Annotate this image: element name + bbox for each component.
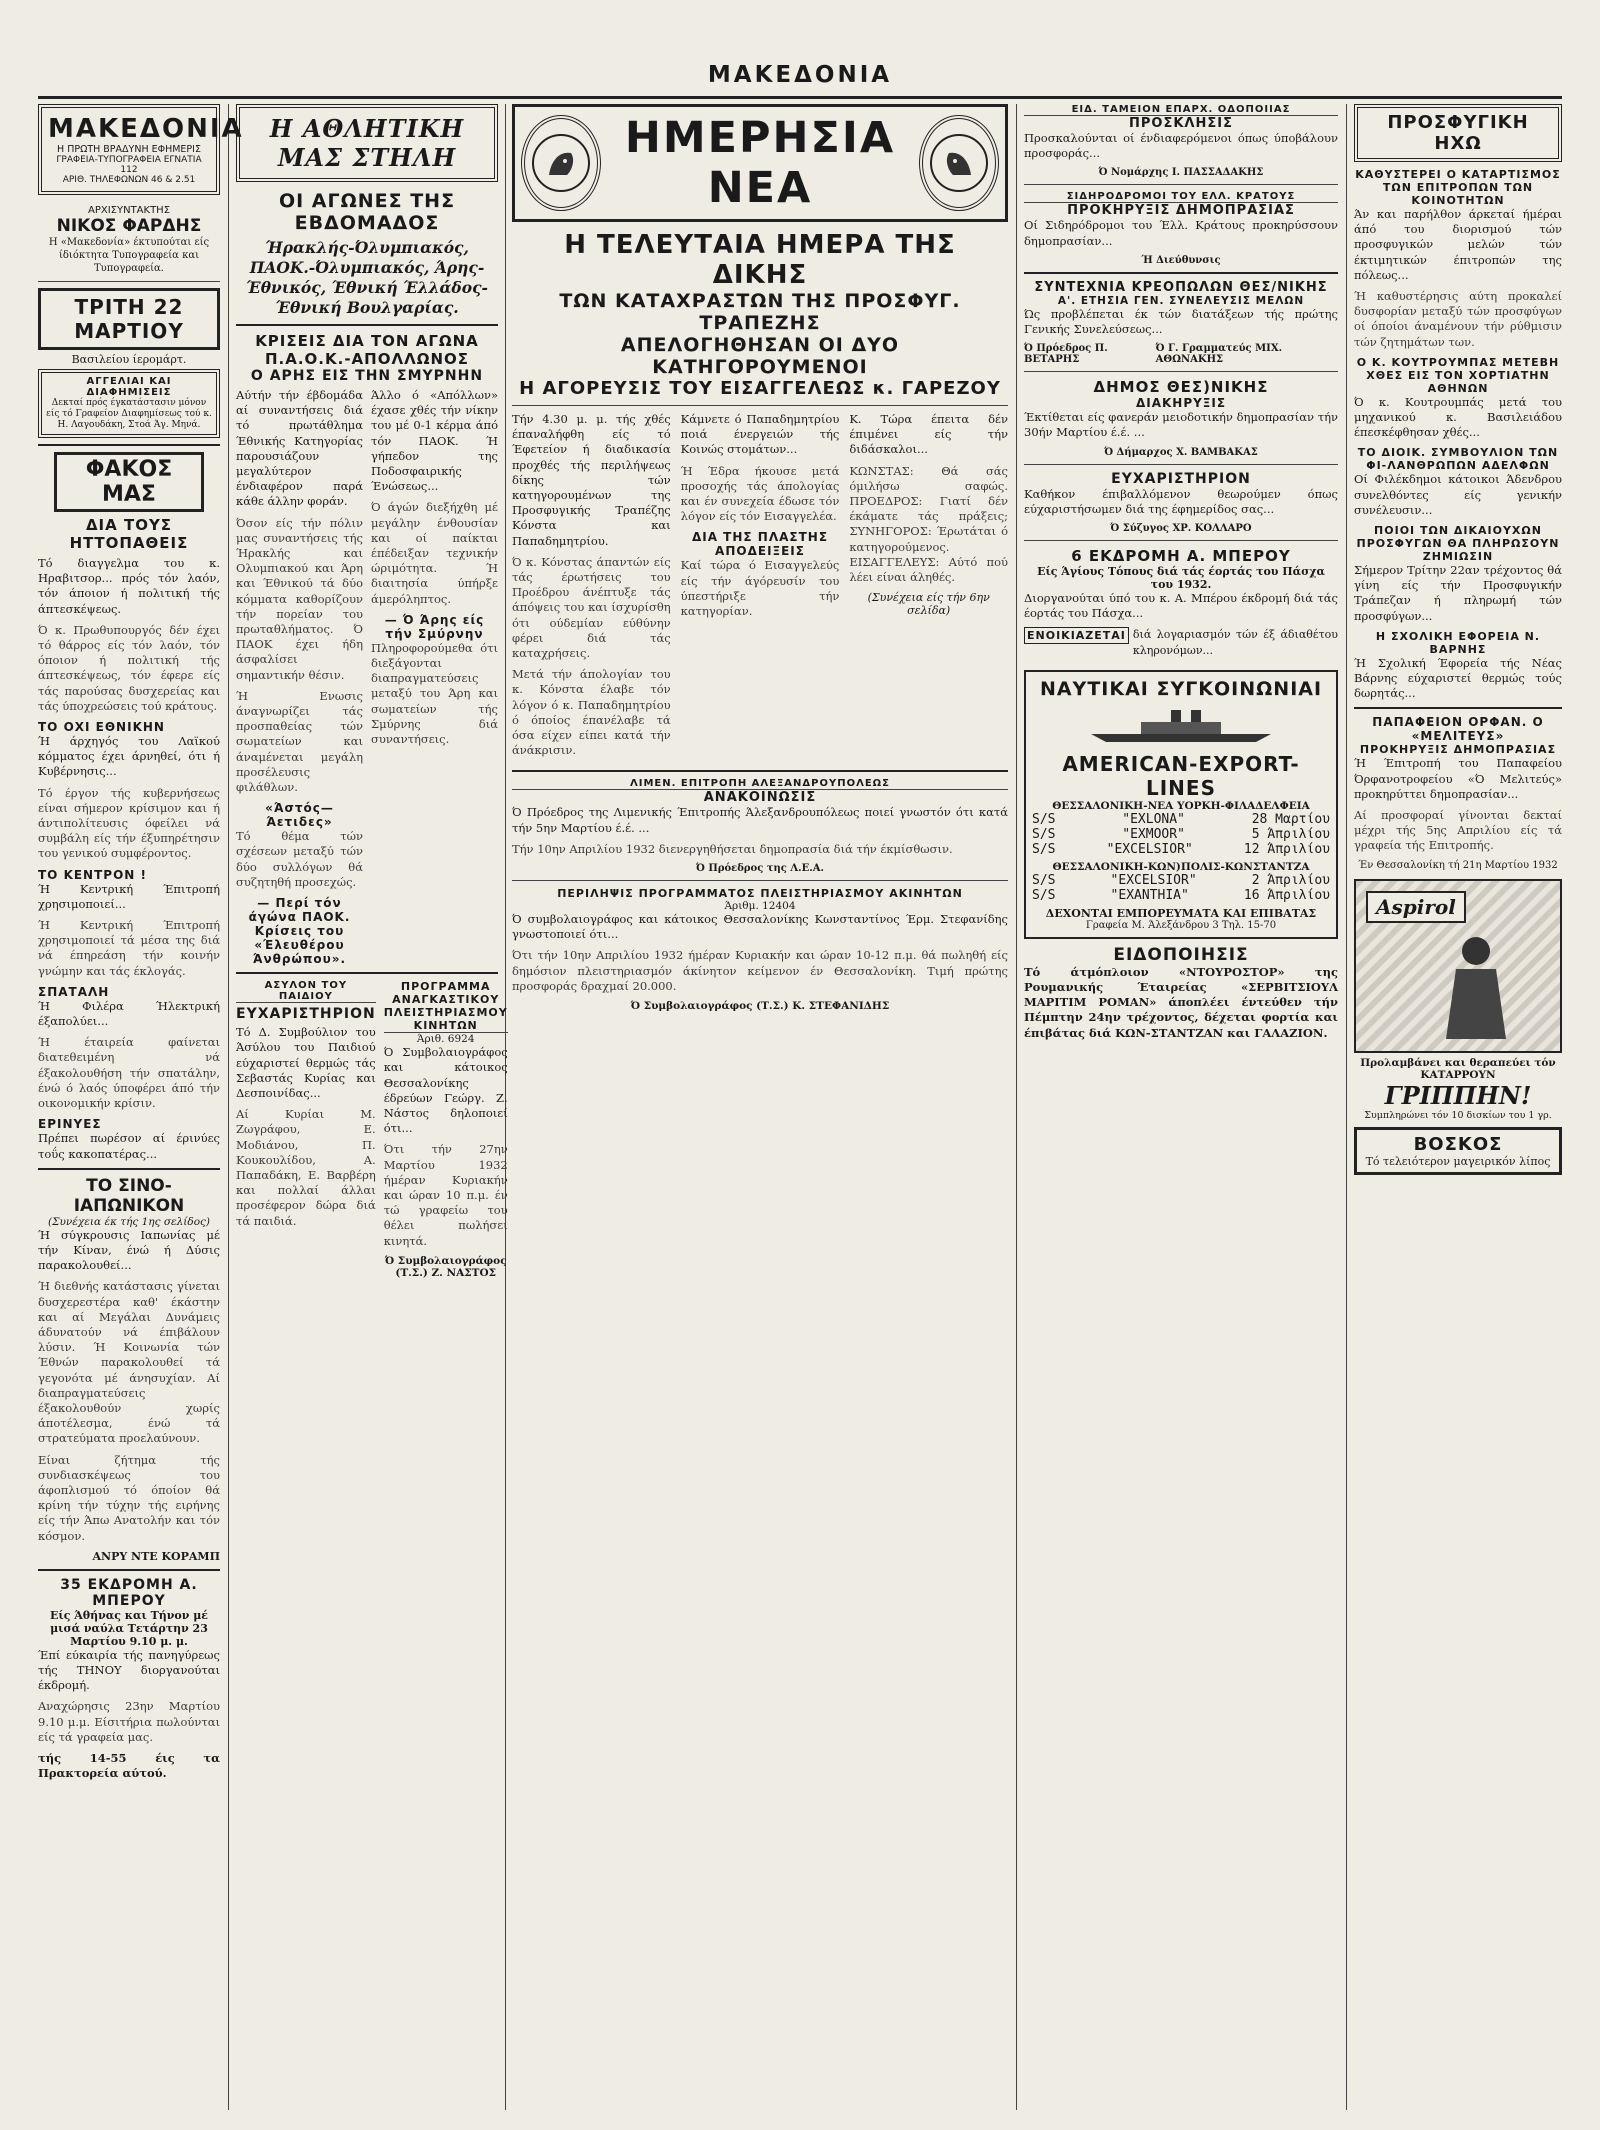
refugee-head-5: Η ΣΧΟΛΙΚΗ ΕΦΟΡΕΙΑ Ν. ΒΑΡΝΗΣ xyxy=(1375,629,1541,656)
divider xyxy=(512,405,1008,406)
orphanage-text: Ή Έπιτροπή του Παπαφείου Όρφανοτροφείου «Ό Μελιτεύς» προκηρύττει δημοπρασίαν... xyxy=(1354,756,1562,801)
lead-col-a xyxy=(512,412,671,764)
ship-date: 16 Άπριλίου xyxy=(1243,887,1330,903)
column-5 xyxy=(1354,104,1562,2110)
subsection-text: Πρέπει πωρέσον αί έρινύες τοΰς κακοπατέρας... xyxy=(38,1131,220,1161)
shipping-company: AMERICAN-EXPORT-LINES xyxy=(1062,751,1300,800)
aspirol-note: Συμπληρώνει τόν 10 δισκίων του 1 γρ. xyxy=(1364,1109,1552,1121)
coin-emblem-left xyxy=(521,115,601,211)
dimos-signature: Ό Δήμαρχος Χ. ΒΑΜΒΑΚΑΣ xyxy=(1104,446,1258,458)
column-divider xyxy=(1016,104,1017,2110)
coin-head-icon xyxy=(927,131,991,195)
child-title: ΑΣΥΛΟΝ ΤΟΥ ΠΑΙΔΙΟΥ xyxy=(236,980,376,1003)
coop-title: ΣΥΝΤΕΧΝΙΑ ΚΡΕΟΠΩΛΩΝ ΘΕΣ/ΝΙΚΗΣ xyxy=(1034,279,1328,295)
divider xyxy=(38,281,220,282)
enoikiazetai-notice xyxy=(1024,627,1338,663)
announcement-head: ΠΡΟΣΚΛΗΣΙΣ xyxy=(1129,116,1233,131)
bosko-text: Τό τελειότερον μαγειρικόν λίπος xyxy=(1365,1154,1551,1168)
ship-row xyxy=(1032,888,1330,903)
lead-text: Τήν 4.30 μ. μ. τής χθές έπαναλήφθη είς τό Έφετείον ή διαδικασία προχθές τής περιλήψεως δίκης τών κατηγορουμένων της Προσφυγικής Τραπέζης Κόνστα και Παπαδημητρίου. xyxy=(512,412,671,548)
ship-name: "EXMOOR" xyxy=(1122,826,1185,842)
refugee-section-box xyxy=(1354,104,1562,162)
lead-col-b xyxy=(681,412,840,764)
lead-subhead-1: ΤΩΝ ΚΑΤΑΧΡΑΣΤΩΝ ΤΗΣ ΠΡΟΣΦΥΓ. ΤΡΑΠΕΖΗΣ xyxy=(559,290,961,334)
fakos-title: ΦΑΚΟΣ ΜΑΣ xyxy=(85,457,173,507)
ship-prefix: S/S xyxy=(1032,811,1056,827)
refugee-text-4: Σήμερον Τρίτην 22αν τρέχοντος θά γίνη είς τήν Προσφυγικήν Τράπεζαν ή πληρωμή τών προσφύγων... xyxy=(1354,563,1562,623)
column-1 xyxy=(38,104,244,2110)
text-block: Ή καθυστέρησις αύτη προκαλεί δυσφορίαν μεταξύ τών προσφύγων οί όποίοι άναμένουν τήν ρύθμισιν τών ζητημάτων των. xyxy=(1354,289,1562,349)
saint-of-day: Βασιλείου ίερομάρτ. xyxy=(71,353,187,366)
ship-row xyxy=(1032,842,1330,857)
perilipsis-number: Άριθμ. 12404 xyxy=(724,900,796,913)
announcement-text: Προσκαλούνται οί ένδιαφερόμενοι όπως ύποβάλουν προσφοράς... xyxy=(1024,131,1338,161)
figure-illustration-icon xyxy=(1426,931,1526,1041)
column-divider xyxy=(1346,104,1347,2110)
text-block: Αί Κυρίαι Μ. Ζωγράφου, Ε. Μοδιάνου, Π. Κουκουλίδου, Α. Παπαδάκη, Ε. Βαρβέρη και πολλαί άλλαι προσέφερον δώρα διά τά παιδιά. xyxy=(236,1107,376,1228)
thanks-text: Καθήκον έπιβαλλόμενον θεωρούμεν όπως εύχαριστήσωμεν διά της έφημερίδος σας... xyxy=(1024,486,1338,516)
ship-list-1 xyxy=(1032,812,1330,857)
date-box xyxy=(38,288,220,350)
subsection-text: Ή Κεντρική Έπιτροπή χρησιμοποιεί... xyxy=(38,881,220,911)
shipping-route-1: ΘΕΣΣΑΛΟΝΙΚΗ-ΝΕΑ ΥΟΡΚΗ-ΦΙΛΑΔΕΛΦΕΙΑ xyxy=(1052,799,1310,812)
nameplate-offices: ΓΡΑΦΕΙΑ-ΤΥΠΟΓΡΑΦΕΙΑ ΕΓΝΑΤΙΑ 112 xyxy=(56,155,202,175)
text-block: Ή έταιρεία φαίνεται διατεθειμένη νά έξακολουθήση τήν σπατάλην, ένώ ό λαός ύποφέρει άπό τήν οικονομικήν κρίσιν. xyxy=(38,1035,220,1111)
divider xyxy=(38,1168,220,1170)
shipping-route-2: ΘΕΣΣΑΛΟΝΙΚΗ-ΚΩΝ)ΠΟΛΙΣ-ΚΩΝΣΤΑΝΤΖΑ xyxy=(1052,860,1310,873)
games-title: ΟΙ ΑΓΩΝΕΣ ΤΗΣ ΕΒΔΟΜΑΔΟΣ xyxy=(278,190,456,234)
announcement-title: ΣΙΔΗΡΟΔΡΟΜΟΙ ΤΟΥ ΕΛΛ. ΚΡΑΤΟΥΣ xyxy=(1024,191,1338,203)
sports-section-title: Η ΑΘΛΗΤΙΚΗ ΜΑΣ ΣΤΗΛΗ xyxy=(269,114,465,172)
refugee-head-2: Ο Κ. ΚΟΥΤΡΟΥΜΠΑΣ ΜΕΤΕΒΗ ΧΘΕΣ ΕΙΣ ΤΟΝ ΧΟΡΤΙΑΤΗΝ ΑΘΗΝΩΝ xyxy=(1356,355,1560,395)
ship-list-2 xyxy=(1032,873,1330,903)
sports-col-a xyxy=(236,388,363,966)
refugee-text-1: Άν και παρήλθον άρκεταί ήμέραι άπό του διορισμού τών προσφυγικών μελών τών έκτιμητικών έπιτροπών της πόλεως... xyxy=(1354,207,1562,282)
coop-signature-1: Ό Πρόεδρος Π. ΒΕΤΑΡΗΣ xyxy=(1024,343,1108,366)
text-block: Είναι ζήτημα τής συνδιασκέψεως του άφοπλισμού τό όποίον θά κρίνη τήν τύχην τής ειρήνης είς τήν Άπω Ανατολήν και τόν κόσμον. xyxy=(38,1452,220,1543)
auction-notice xyxy=(384,980,508,1279)
announcement-text: Ό Πρόεδρος της Λιμενικής Έπιτροπής Άλεξανδρουπόλεως ποιεί γνωστόν ότι κατά τήν 5ην Μαρτίου έ.έ. ... xyxy=(512,805,1008,835)
column-3 xyxy=(512,104,1008,2110)
page-masthead: ΜΑΚΕΔΟΝΙΑ xyxy=(707,62,893,88)
text-block: ΚΩΝΣΤΑΣ: Θά σάς όμιλήσω σαφώς. ΠΡΟΕΔΡΟΣ: Γιατί δέν έκάματε τάς πράξεις; ΣΥΝΗΓΟΡΟΣ: Έρωτάται ό κατηγορούμενος. ΕΙΣΑΓΓΕΛΕΥΣ: Αύτό πού λέει είναι άληθές. xyxy=(849,463,1009,585)
sino-continued: (Συνέχεια έκ τής 1ης σελίδος) xyxy=(47,1215,211,1228)
text-block: Πληροφορούμεθα ότι διεξάγονται διαπραγματεύσεις μεταξύ του Άρη και σωματείων τής Σμύρνης διά συναντήσεις. xyxy=(371,640,498,747)
aspirol-brand: Aspirol xyxy=(1366,891,1466,923)
announcement-head: ΑΝΑΚΟΙΝΩΣΙΣ xyxy=(703,790,817,806)
text-block: Ό κ. Κόνστας άπαντών είς τάς έρωτήσεις του Προέδρου άνέπτυξε τάς άπόψεις του και ίσχυρίσθη ότι ούδεμίαν εύθύνην φέρει διά τάς καταχρήσεις. xyxy=(512,554,671,661)
refugee-head-4: ΠΟΙΟΙ ΤΩΝ ΔΙΚΑΙΟΥΧΩΝ ΠΡΟΣΦΥΓΩΝ ΘΑ ΠΛΗΡΩΣΟΥΝ ΖΗΜΙΩΣΙΝ xyxy=(1356,524,1560,564)
divider xyxy=(38,444,220,446)
aspirol-tagline: Προλαμβάνει και θεραπεύει τόν ΚΑΤΑΡΡΟΥΝ xyxy=(1360,1056,1556,1081)
announcement-head: ΠΡΟΚΗΡΥΞΙΣ ΔΗΜΟΠΡΑΣΙΑΣ xyxy=(1067,203,1295,219)
sports-body xyxy=(236,388,498,966)
lead-text-b: Κάμνετε ό Παπαδημητρίου ποιά ένεργειών τής Κοινώς στομάτων... xyxy=(680,412,840,457)
enoikiazetai-label: ΕΝΟΙΚΙΑΖΕΤΑΙ xyxy=(1024,627,1129,644)
perilipsis-text: Ό συμβολαιογράφος και κάτοικος Θεσσαλονίκης Κωνσταντίνος Έρμ. Στεφανίδης γνωστοποιεί ότι... xyxy=(512,912,1008,942)
fakos-box xyxy=(54,452,204,512)
announcement-title: ΕΙΔ. ΤΑΜΕΙΟΝ ΕΠΑΡΧ. ΟΔΟΠΟΙΙΑΣ xyxy=(1024,104,1338,116)
sports-text: Αύτήν τήν έβδομάδα αί συναντήσεις διά τό πρωτάθλημα Έθνικής Κατηγορίας παρουσιάζουν μεγαλύτερον ένδιαφέρον παρά κάθε άλλην φοράν. xyxy=(236,388,363,509)
column-2 xyxy=(236,104,508,2110)
ekdromi-title: 6 ΕΚΔΡΟΜΗ Α. ΜΠΕΡΟΥ xyxy=(1071,547,1291,566)
daily-news-banner xyxy=(512,104,1008,222)
coin-head-icon xyxy=(529,131,593,195)
announcement-signature: Ό Πρόεδρος της Λ.Ε.Α. xyxy=(696,863,824,875)
text-block: Καί τώρα ό Εισαγγελεύς είς τήν άγόρευσίν του ύπεστήριξε τήν κατηγορίαν. xyxy=(680,558,840,619)
ekdromi-text: Διοργανούται ύπό του κ. Α. Μπέρου έκδρομή διά τάς έορτάς του Πάσχα... xyxy=(1024,591,1338,621)
child-notice xyxy=(236,980,376,1279)
sino-title: ΤΟ ΣΙΝΟ-ΙΑΠΩΝΙΚΟΝ xyxy=(73,1175,185,1216)
fakos-text: Τό διαγγελμα του κ. Ηραβιτσορ... πρός τόν λαόν, τόν άποιον ή πολιτική τής άπτεσκέψεως. xyxy=(38,556,220,616)
subsection-head: ΤΟ ΟΧΙ ΕΘΝΙΚΗΝ xyxy=(38,720,165,735)
excursion-subtitle: Είς Άθήνας και Τήνον μέ μισά ναύλα Τετάρτην 23 Μαρτίου 9.10 μ. μ. xyxy=(50,1608,208,1648)
subsection-head: ΕΡΙΝΥΕΣ xyxy=(38,1117,102,1132)
ship-date: 2 Άπριλίου xyxy=(1251,872,1330,888)
coin-emblem-right xyxy=(919,115,999,211)
dimos-title: ΔΗΜΟΣ ΘΕΣ)ΝΙΚΗΣ xyxy=(1093,378,1269,397)
refugee-section-title: ΠΡΟΣΦΥΓΙΚΗ ΗΧΩ xyxy=(1387,112,1529,154)
refugee-text-3: Οί Φιλέκδημοι κάτοικοι Άδενδρου συνελθόντες είς γενικήν συνέλευσιν... xyxy=(1354,472,1562,517)
ship-date: 12 Άπριλίου xyxy=(1243,841,1330,857)
shipping-title: ΝΑΥΤΙΚΑΙ ΣΥΓΚΟΙΝΩΝΙΑΙ xyxy=(1039,677,1323,700)
column-divider xyxy=(228,104,229,2110)
editor-label: ΑΡΧΙΣΥΝΤΑΚΤΗΣ xyxy=(87,205,171,216)
child-text: Τό Δ. Συμβούλιον του Άσύλου του Παιδιού εύχαριστεί θερμώς τάς Σεβαστάς Κυρίας και Δεσποινίδας... xyxy=(236,1025,376,1100)
lead-col-c xyxy=(849,412,1008,764)
text-block: Τό θέμα τών σχέσεων μεταξύ τών δύο συλλόγων θά συζητηθή προσεχώς. xyxy=(236,829,363,889)
printing-note: Η «Μακεδονία» έκτυπούται είς ίδιόκτητα Τυπογραφεία και Τυπογραφεία. xyxy=(48,237,210,274)
daily-news-title: ΗΜΕΡΗΣΙΑ ΝΕΑ xyxy=(624,113,896,213)
coop-signatures xyxy=(1024,343,1338,365)
ads-box xyxy=(38,369,220,438)
child-head: ΕΥΧΑΡΙΣΤΗΡΙΟΝ xyxy=(236,1006,376,1023)
coop-text: Ώς προβλέπεται έκ τών διατάξεων τής πρώτης Γενικής Συνελεύσεως... xyxy=(1024,306,1338,337)
lead-headline: Η ΤΕΛΕΥΤΑΙΑ ΗΜΕΡΑ ΤΗΣ ΔΙΚΗΣ xyxy=(564,230,956,290)
text-block: Ό άγών διεξήχθη μέ μεγάλην ένθουσίαν και οί παίκται έπέδειξαν τεχνικήν ώριμότητα. Ή διαιτησία ύπήρξε άμερόληπτος. xyxy=(371,500,498,606)
ship-prefix: S/S xyxy=(1032,841,1056,857)
nameplate-phones: ΑΡΙΘ. ΤΗΛΕΦΩΝΩΝ 46 & 2.51 xyxy=(62,175,196,185)
auction-text: Ό Συμβολαιογράφος και κάτοικος Θεσσαλονίκης έδρεύων Γεώργ. Ζ. Νάστος δηλοποιεί ότι... xyxy=(383,1045,508,1136)
sino-signature: ΑΝΡΥ ΝΤΕ ΚΟΡΑΜΠ xyxy=(92,1549,220,1563)
plasta-headline: ΔΙΑ ΤΗΣ ΠΛΑΣΤΗΣ ΑΠΟΔΕΙΞΕΙΣ xyxy=(691,530,829,559)
text-block: Ή Ενωσις άναγνωρίζει τάς προσπαθείας τών σωματείων και άναμένεται μεγάλη προσέλευσις φιλάθλων. xyxy=(236,688,363,795)
text-block: Ό κ. Πρωθυπουργός δέν έχει τό θάρρος είς τόν λαόν, τόν όποιον ή πολιτική τής άπτεσκέψεως, τόν έφερε είς τάς παρούσας δυσχερείας και τάς ύποχρεώσεις τού κράτους. xyxy=(38,622,220,713)
lead-continued: (Συνέχεια είς τήν 6ην σελίδα) xyxy=(867,591,990,618)
ship-date: 5 Άπριλίου xyxy=(1251,826,1330,842)
bosko-title: ΒΟΣΚΟΣ xyxy=(1413,1133,1503,1155)
subsection-head: ΣΠΑΤΑΛΗ xyxy=(38,984,110,999)
text-block: Τήν 10ην Απριλίου 1932 διενεργηθήσεται δημοπρασία διά τήν έκμίσθωσιν. xyxy=(512,841,953,856)
refugee-head-3: ΤΟ ΔΙΟΙΚ. ΣΥΜΒΟΥΛΙΟΝ ΤΩΝ ΦΙ-ΛΑΝΘΡΩΠΩΝ ΑΔΕΛΦΩΝ xyxy=(1357,446,1559,473)
aspirol-grippe: ΓΡΙΠΠΗΝ! xyxy=(1384,1080,1532,1110)
orphanage-signature: Έν Θεσσαλονίκη τή 21η Μαρτίου 1932 xyxy=(1358,859,1558,871)
sports-lower xyxy=(236,980,508,1279)
orphanage-title: ΠΑΠΑΦΕΙΟΝ ΟΡΦΑΝ. Ο «ΜΕΛΙΤΕΥΣ» xyxy=(1372,715,1544,744)
divider xyxy=(1354,707,1562,709)
ship-prefix: S/S xyxy=(1032,872,1056,888)
divider xyxy=(1024,540,1338,541)
ship-icon xyxy=(1032,704,1330,748)
divider xyxy=(236,972,498,974)
enoikiazetai-text: διά λογαριασμόν τών έξ άδιαθέτου κληρονόμων... xyxy=(1132,628,1338,657)
text-block: Αναχώρησις 23ην Μαρτίου 9.10 μ.μ. Είσιτήρια πωλούνται είς τά γραφεία μας. xyxy=(38,1699,220,1744)
text-block: Αί προσφοραί γίνονται δεκταί μέχρι τής 5ης Απριλίου είς τά γραφεία τής Επιτροπής. xyxy=(1354,808,1562,853)
perilipsis-signature: Ό Συμβολαιογράφος (Τ.Σ.) Κ. ΣΤΕΦΑΝΙΔΗΣ xyxy=(630,1000,890,1013)
dimos-head: ΔΙΑΚΗΡΥΞΙΣ xyxy=(1135,396,1227,411)
shipping-ad xyxy=(1024,670,1338,939)
ads-title: ΑΓΓΕΛΙΑΙ ΚΑΙ ΔΙΑΦΗΜΙΣΕΙΣ xyxy=(86,376,172,398)
text-block: Ότι τήν 10ην Απριλίου 1932 ήμέραν Κυριακήν και ώραν 10-12 π.μ. θά πωληθή είς δημόσιον πλειστηριασμόν άκίνητον κείμενον έν Θεσσαλονίκη. Τιμή πρώτης προσφοράς δραχμαί 20.000. xyxy=(512,948,1008,993)
ship-date: 28 Μαρτίου xyxy=(1251,811,1330,827)
ship-prefix: S/S xyxy=(1032,887,1056,903)
refugee-text-2: Ό κ. Κουτρουμπάς μετά του μηχανικού κ. Βασιλειάδου έπεσκέφθησαν χθές... xyxy=(1354,394,1562,440)
lead-subhead-2: ΑΠΕΛΟΓΗΘΗΣΑΝ ΟΙ ΔΥΟ ΚΑΤΗΓΟΡΟΥΜΕΝΟΙ xyxy=(620,334,900,378)
nameplate xyxy=(38,104,244,195)
sino-text: Ή σύγκρουσις Ιαπωνίας μέ τήν Κίναν, ένώ ή Δύσις παρακολουθεί... xyxy=(38,1227,220,1273)
ship-name: "EXCELSIOR" xyxy=(1106,841,1193,857)
column-4 xyxy=(1024,104,1338,2110)
announcement-row xyxy=(512,778,1008,874)
ads-text: Δεκταί πρός έγκατάστασιν μόνον είς τό Γραφείον Διαφημίσεως τού κ. Η. Λαγουδάκη, Στοά Άγ. Μηνά. xyxy=(46,398,212,430)
coop-signature-2: Ό Γ. Γραμματεύς ΜΙΧ. ΑΘΩΝΑΚΗΣ xyxy=(1155,343,1283,366)
editor-name: ΝΙΚΟΣ ΦΑΡΔΗΣ xyxy=(56,216,202,236)
ship-name: "EXANTHIA" xyxy=(1110,887,1189,903)
lead-story xyxy=(512,412,1008,764)
fakos-headline: ΔΙΑ ΤΟΥΣ ΗΤΤΟΠΑΘΕΙΣ xyxy=(69,516,189,552)
lead-subhead-3: Η ΑΓΟΡΕΥΣΙΣ ΤΟΥ ΕΙΣΑΓΓΕΛΕΩΣ κ. ΓΑΡΕΖΟΥ xyxy=(519,378,1001,399)
divider xyxy=(512,770,1008,772)
dimos-text: Έκτίθεται είς φανεράν μειοδοτικήν δημοπρασίαν τήν 30ήν Μαρτίου έ.έ. ... xyxy=(1024,410,1338,440)
sports-subhead-2: — Περί τόν άγώνα ΠΑΟΚ. Κρίσεις του «Έλευθέρου Άνθρώπου». xyxy=(248,896,351,967)
lead-text-c: Κ. Τώρα έπειτα δέν έπιμένει είς τήν διδάσκαλοι... xyxy=(849,412,1009,457)
excursion-text: Έπί εύκαιρία τής πανηγύρεως τής ΤΗΝΟΥ διοργανούται έκδρομή. xyxy=(38,1647,220,1693)
issue-date: ΤΡΙΤΗ 22 ΜΑΡΤΙΟΥ xyxy=(74,295,184,343)
shipping-note: ΔΕΧΟΝΤΑΙ ΕΜΠΟΡΕΥΜΑΤΑ ΚΑΙ ΕΠΙΒΑΤΑΣ xyxy=(1045,906,1317,920)
excursion-title: 35 ΕΚΔΡΟΜΗ Α. ΜΠΕΡΟΥ xyxy=(60,1576,198,1609)
text-block: Όσον είς τήν πόλιν μας συναντήσεις τής Ήρακλής και Ολυμπιακού και Άρη και Έθνικού τά δύο κόμματα καθορίζουν τήν πορείαν του πρωταθλήματος. Ό ΠΑΟΚ έχει ήδη άσφαλίσει σημαντικήν θέσιν. xyxy=(236,515,363,682)
divider xyxy=(1024,464,1338,465)
shipping-office: Γραφεία Μ. Άλεξάνδρου 3 Τηλ. 15-70 xyxy=(1085,919,1277,931)
divider xyxy=(38,1569,220,1571)
excursion-stamp: τής 14-55 έις τα Πρακτορεία αύτού. xyxy=(38,1750,220,1781)
text-block: Τό έργον τής κυβερνήσεως είναι σήμερον κρίσιμον και ή άντιπολίτευσις όφείλει νά συμβάλη είς τήν έξυπηρέτησιν του γενικού συμφέροντος. xyxy=(38,785,220,861)
sports-col-b xyxy=(371,388,498,966)
ship-name: "EXLONA" xyxy=(1122,811,1185,827)
announcement-1 xyxy=(512,778,1008,874)
announcement-text: Οί Σιδηρόδρομοι του Έλλ. Κράτους προκηρύσσουν δημοπρασίαν... xyxy=(1024,218,1338,248)
aris-title: Ο ΑΡΗΣ ΕΙΣ ΤΗΝ ΣΜΥΡΝΗΝ xyxy=(250,368,484,384)
text-block: Ότι τήν 27ην Μαρτίου 1932 ήμέραν Κυριακήν και ώραν 10 π.μ. έν τώ γραφείω του θέλει πωλήσει κινητά. xyxy=(383,1142,508,1248)
krisis-title: ΚΡΙΣΕΙΣ ΔΙΑ ΤΟΝ ΑΓΩΝΑ Π.Α.Ο.Κ.-ΑΠΟΛΛΩΝΟΣ xyxy=(255,332,479,368)
nameplate-subtitle: Η ΠΡΩΤΗ ΒΡΑΔΥΝΗ ΕΦΗΜΕΡΙΣ xyxy=(57,144,201,155)
announcement-signature: Ό Νομάρχης Ι. ΠΑΣΣΑΔΑΚΗΣ xyxy=(1098,167,1264,179)
thanks-signature: Ό Σύζυγος ΧΡ. ΚΟΛΛΑΡΟ xyxy=(1110,523,1252,535)
ship-prefix: S/S xyxy=(1032,826,1056,842)
sports-text-b: Άλλο ό «Απόλλων» έχασε χθές τήν νίκην του μέ 0-1 κέρμα άπό τόν ΠΑΟΚ. Ή γήπεδον της Ποδοσφαιρικής Ένώσεως... xyxy=(371,388,498,494)
aspirol-ad xyxy=(1354,879,1562,1053)
divider xyxy=(236,324,498,326)
nameplate-title: ΜΑΚΕΔΟΝΙΑ xyxy=(48,114,244,144)
divider xyxy=(1024,371,1338,372)
divider xyxy=(1024,184,1338,185)
auction-signature: Ό Συμβολαιογράφος (Τ.Σ.) Ζ. ΝΑΣΤΟΣ xyxy=(384,1254,507,1279)
divider xyxy=(1024,272,1338,274)
eidopoiisis-text: Τό άτμόπλοιον «ΝΤΟΥΡΟΣΤΟΡ» της Ρουμανικής Έταιρείας «ΣΕΡΒΙΤΣΙΟΥΛ ΜΑΡΙΤΙΜ ΡΟΜΑΝ» άποπλέει έντεύθεν τήν Πέμπτην 24ην τρέχοντος, δέχεται φορτία και έπιβάτας διά ΚΩΝ-ΣΤΑΝΤΖΑΝ και ΓΑΛΑΖΙΟΝ. xyxy=(1024,964,1338,1040)
games-list: Ήρακλής-Όλυμπιακός, ΠΑΟΚ.-Όλυμπιακός, Άρης-Έθνικός, Έθνική Έλλάδος-Έθνική Βουλγαρίας. xyxy=(246,238,488,317)
top-rule xyxy=(38,96,1562,99)
subsection-text: Ή Φιλέρα Ήλεκτρική έξαπολύει... xyxy=(38,998,220,1029)
perilipsis-title: ΠΕΡΙΛΗΨΙΣ ΠΡΟΓΡΑΜΜΑΤΟΣ ΠΛΕΙΣΤΗΡΙΑΣΜΟΥ ΑΚΙΝΗΤΩΝ xyxy=(557,887,963,901)
subsection-head: ΤΟ ΚΕΝΤΡΟΝ ! xyxy=(38,867,147,882)
announcement-title: ΛΙΜΕΝ. ΕΠΙΤΡΟΠΗ ΑΛΕΞΑΝΔΡΟΥΠΟΛΕΩΣ xyxy=(512,778,1008,790)
refugee-text-5: Ή Σχολική Έφορεία τής Νέας Βάρνης εύχαριστεί θερμώς τούς δωρητάς... xyxy=(1354,655,1562,701)
thanks-title: ΕΥΧΑΡΙΣΤΗΡΙΟΝ xyxy=(1111,470,1251,487)
ship-name: "EXCELSIOR" xyxy=(1110,872,1197,888)
bosko-ad xyxy=(1354,1127,1562,1175)
ship-row xyxy=(1032,827,1330,842)
coop-head: Α'. ΕΤΗΣΙΑ ΓΕΝ. ΣΥΝΕΛΕΥΣΙΣ ΜΕΛΩΝ xyxy=(1057,294,1305,307)
text-block: Ή Κεντρική Έπιτροπή χρησιμοποιεί τά μέσα της διά νά έπηρεάση τήν κοινήν γνώμην και τάς έκλογάς. xyxy=(38,918,220,978)
sports-subhead-3: — Ό Άρης είς τήν Σμύρνην xyxy=(384,612,485,641)
eidopoiisis-title: ΕΙΔΟΠΟΙΗΣΙΣ xyxy=(1113,944,1249,965)
orphanage-head: ΠΡΟΚΗΡΥΞΙΣ ΔΗΜΟΠΡΑΣΙΑΣ xyxy=(1359,743,1557,757)
text-block: Ή διεθνής κατάστασις γίνεται δυσχερεστέρα καθ' έκάστην και αί Μεγάλαι Δυνάμεις άδυνατούν νά έπιβάλουν λύσιν. Ή Κοινωνία τών Έθνών παρακολουθεί τά γεγονότα μέ άνησυχίαν. Αί διαπραγματεύσεις έξακολουθούν χωρίς άποτέλεσμα, ένώ τά στρατεύματα προελαύνουν. xyxy=(38,1279,220,1446)
text-block: Μετά τήν άπολογίαν του κ. Κόνστα έλαβε τόν λόγον ό κ. Παπαδημητρίου ό όποίος έπανέλαβε τά όσα είχεν είπει κατά τήν άνάκρισιν. xyxy=(512,667,671,758)
text-block: Ή Έδρα ήκουσε μετά προσοχής τάς άπολογίας και έν συνεχεία έδωσε τόν λόγον είς τόν Εισαγγελέα. xyxy=(680,463,840,524)
sports-subhead: «Άστός—Άετιδες» xyxy=(265,801,334,830)
refugee-head-1: ΚΑΘΥΣΤΕΡΕΙ Ο ΚΑΤΑΡΤΙΣΜΟΣ ΤΩΝ ΕΠΙΤΡΟΠΩΝ ΤΩΝ ΚΟΙΝΟΤΗΤΩΝ xyxy=(1355,168,1561,207)
sports-section-box xyxy=(236,104,498,182)
subsection-text: Ή άρχηγός του Λαϊκού κόμματος έχει άρνηθεί, ότι ή Κυβέρνησις... xyxy=(38,734,220,779)
auction-number: Άριθ. 6924 xyxy=(416,1033,475,1046)
ship-row xyxy=(1032,873,1330,888)
ship-row xyxy=(1032,812,1330,827)
announcement-signature: Ή Διεύθυνσις xyxy=(1141,254,1221,266)
divider xyxy=(512,880,1008,881)
ekdromi-subtitle: Είς Άγίους Τόπους διά τάς έορτάς του Πάσχα του 1932. xyxy=(1037,565,1325,592)
auction-title: ΠΡΟΓΡΑΜΜΑ ΑΝΑΓΚΑΣΤΙΚΟΥ ΠΛΕΙΣΤΗΡΙΑΣΜΟΥ ΚΙΝΗΤΩΝ xyxy=(383,980,508,1033)
